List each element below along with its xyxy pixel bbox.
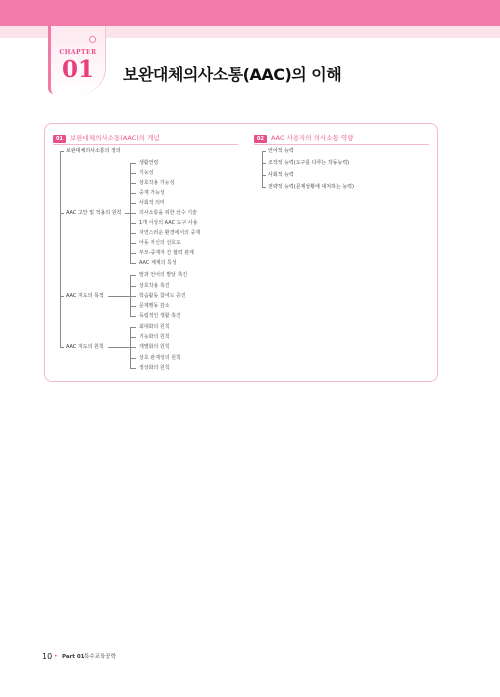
section-2-badge: 02 xyxy=(254,135,267,143)
tick xyxy=(262,151,266,152)
tick xyxy=(130,296,136,297)
list-item: 생활연령 xyxy=(139,160,159,166)
tree-root-label: 보완대체의사소통의 정의 xyxy=(66,148,121,154)
tick xyxy=(262,175,266,176)
section-1-rule xyxy=(53,144,238,145)
tick xyxy=(130,286,136,287)
list-item: 상호작용 가능성 xyxy=(139,180,175,186)
list-item: 아동 자신의 선호도 xyxy=(139,240,181,246)
list-item: 상호작용 촉진 xyxy=(139,283,170,289)
section-2-spine xyxy=(262,151,263,187)
section-1-badge: 01 xyxy=(53,135,66,143)
footer-subject: 특수교육공학 xyxy=(84,654,116,660)
chapter-label: CHAPTER xyxy=(59,49,97,56)
tick xyxy=(130,203,136,204)
list-item: 자연스러운 환경에서의 중재 xyxy=(139,230,201,236)
tick xyxy=(130,337,136,338)
group-3-connector xyxy=(60,347,64,348)
group-1-connector xyxy=(60,213,64,214)
list-item: 의사소통을 위한 선수 기술 xyxy=(139,210,197,216)
section-2-rule xyxy=(254,144,429,145)
list-item: 문제행동 감소 xyxy=(139,303,170,309)
list-item: 학습활동 참여도 증진 xyxy=(139,293,186,299)
chapter-number: 01 xyxy=(61,56,94,83)
list-item: 1개 이상의 AAC 도구 사용 xyxy=(139,220,198,226)
page-number: 10 xyxy=(42,652,53,661)
tick xyxy=(262,163,266,164)
list-item: 전략적 능력(문제상황에 대처하는 능력) xyxy=(268,184,354,190)
footer-part: Part 01 xyxy=(62,654,85,660)
chapter-title: 보완대체의사소통(AAC)의 이해 xyxy=(123,65,342,84)
list-item: 최대화의 원칙 xyxy=(139,324,170,330)
group-2-link xyxy=(108,296,130,297)
list-item: AAC 체계의 특성 xyxy=(139,260,177,266)
list-item: 독립적인 생활 촉진 xyxy=(139,313,181,319)
group-1-branch-lower xyxy=(130,213,131,264)
tick xyxy=(130,173,136,174)
list-item: 중재 가능성 xyxy=(139,190,165,196)
tick xyxy=(130,368,136,369)
tick xyxy=(130,306,136,307)
tick xyxy=(262,187,266,188)
list-item: 개별화의 원칙 xyxy=(139,344,170,350)
group-3-link xyxy=(108,347,130,348)
list-item: 사회적 의미 xyxy=(139,200,165,206)
tick xyxy=(130,358,136,359)
section-2-title: AAC 사용자의 의사소통 역량 xyxy=(271,134,354,142)
list-item: 사회적 능력 xyxy=(268,172,294,178)
list-item: 기능화의 원칙 xyxy=(139,334,170,340)
tick xyxy=(130,347,136,348)
group-3-branch xyxy=(130,327,131,369)
tick xyxy=(130,327,136,328)
list-item: 언어적 능력 xyxy=(268,148,294,154)
group-1-label: AAC 고안 및 적용의 원칙 xyxy=(66,210,122,216)
tick xyxy=(130,183,136,184)
list-item: 상호 관계성의 원칙 xyxy=(139,355,181,361)
list-item: 부모-중재자 간 협력 관계 xyxy=(139,250,194,256)
chapter-dot-icon xyxy=(89,36,96,43)
root-connector xyxy=(60,151,64,152)
tick xyxy=(130,316,136,317)
tick xyxy=(130,193,136,194)
group-2-connector xyxy=(60,296,64,297)
group-2-label: AAC 지도의 목적 xyxy=(66,293,104,299)
tick xyxy=(130,163,136,164)
header-band xyxy=(0,0,500,26)
group-3-label: AAC 지도의 원칙 xyxy=(66,344,104,350)
list-item: 말과 언어의 발달 촉진 xyxy=(139,272,188,278)
list-item: 정상화의 원칙 xyxy=(139,365,170,371)
tree-spine xyxy=(60,151,61,348)
list-item: 기능성 xyxy=(139,170,154,176)
section-1-title: 보완대체의사소통(AAC)의 개념 xyxy=(70,134,160,142)
tick xyxy=(130,275,136,276)
list-item: 조작적 능력(도구를 다루는 작동능력) xyxy=(268,160,350,166)
footer-dot-icon: • xyxy=(54,653,58,660)
